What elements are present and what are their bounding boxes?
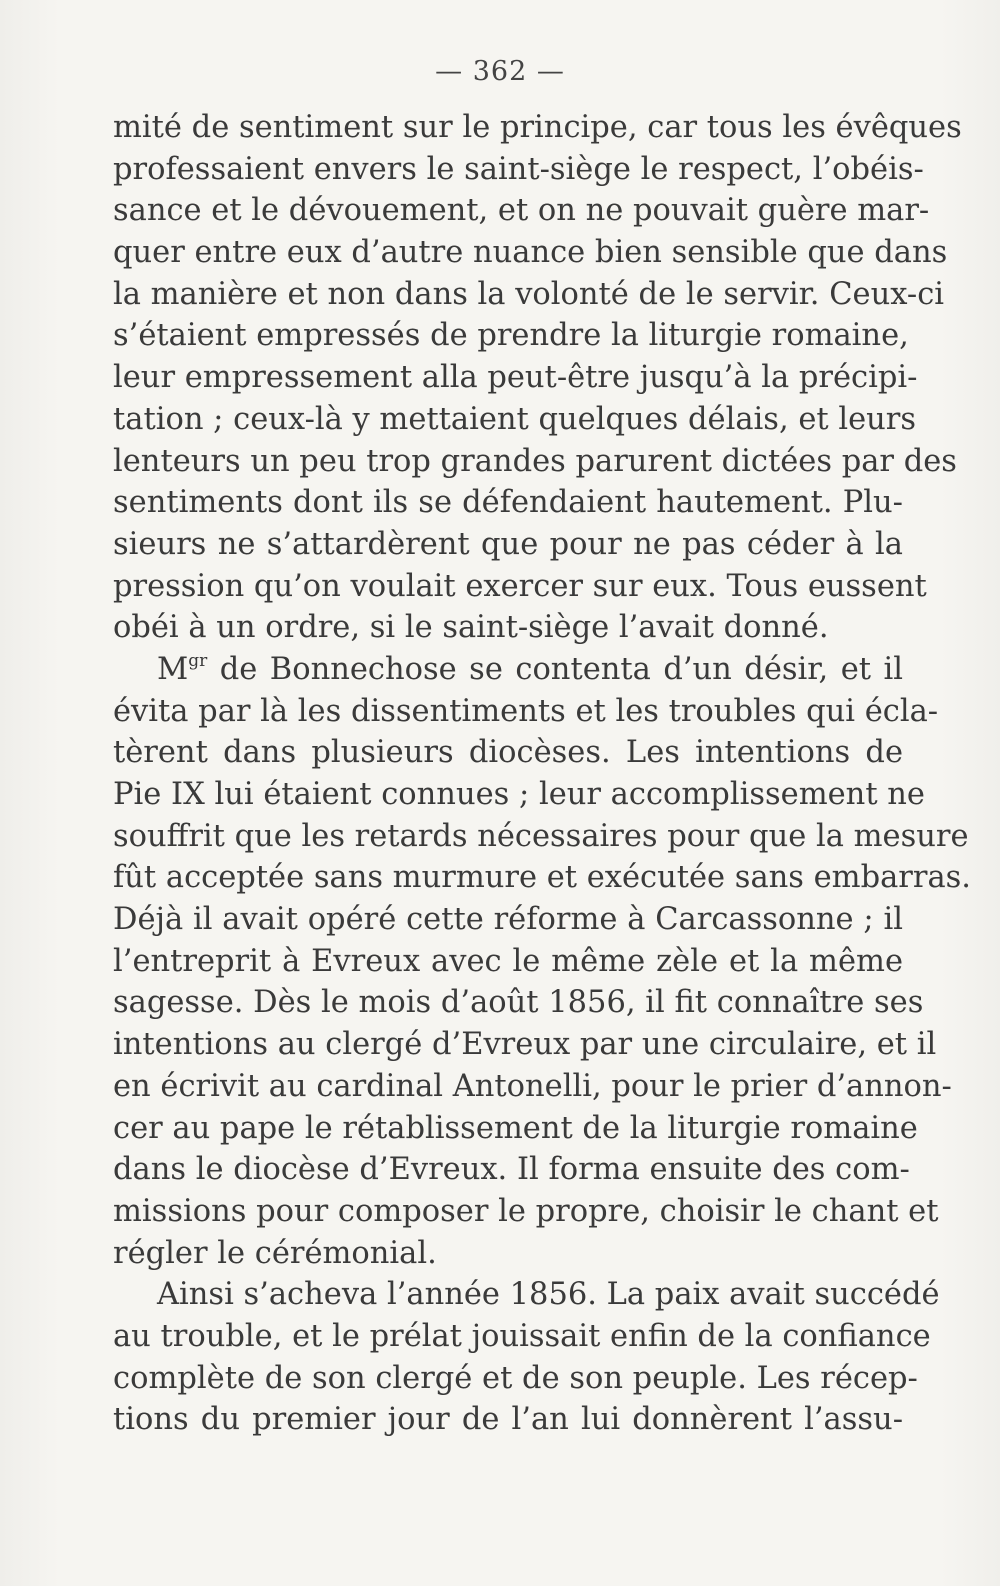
text-line: s’étaient empressés de prendre la liturgie romaine,	[113, 318, 909, 354]
paragraph-first-line-text: de Bonnechose se contenta d’un désir, et il	[207, 651, 903, 687]
text-line: intentions au clergé d’Evreux par une circulaire, et il	[113, 1027, 937, 1063]
text-line: l’entreprit à Evreux avec le même zèle et la même	[113, 943, 903, 979]
text-line: complète de son clergé et de son peuple. Les récep-	[113, 1360, 918, 1396]
text-line: tions du premier jour de l’an lui donnèrent l’assu-	[113, 1402, 903, 1438]
text-line: mité de sentiment sur le principe, car tous les évêques	[113, 110, 962, 145]
text-line: dans le diocèse d’Evreux. Il forma ensuite des com-	[113, 1152, 910, 1188]
page-number: — 362 —	[435, 56, 565, 87]
text-line: tation ; ceux-là y mettaient quelques délais, et leurs	[113, 401, 917, 437]
text-line: Pie IX lui étaient connues ; leur accomplissement ne	[113, 777, 925, 812]
paragraph-first-line	[113, 649, 903, 691]
text-line: sagesse. Dès le mois d’août 1856, il fit connaître ses	[113, 985, 924, 1021]
text-line: la manière et non dans la volonté de le servir. Ceux-ci	[113, 276, 945, 312]
text-line: sieurs ne s’attardèrent que pour ne pas céder à la	[113, 526, 903, 562]
text-line: Déjà il avait opéré cette réforme à Carcassonne ; il	[113, 902, 903, 938]
text-line: tèrent dans plusieurs diocèses. Les intentions de	[113, 735, 903, 771]
text-line: missions pour composer le propre, choisir le chant et	[113, 1193, 939, 1229]
text-line: lenteurs un peu trop grandes parurent dictées par des	[113, 443, 957, 479]
text-line: sance et le dévouement, et on ne pouvait guère mar-	[113, 193, 930, 229]
text-line: en écrivit au cardinal Antonelli, pour le prier d’annon-	[113, 1068, 952, 1104]
page-body	[113, 107, 971, 1441]
text-line: professaient envers le saint-siège le respect, l’obéis-	[113, 151, 924, 187]
text-line: pression qu’on voulait exercer sur eux. Tous eussent	[113, 568, 927, 604]
text-line: quer entre eux d’autre nuance bien sensible que dans	[113, 235, 948, 271]
text-line: leur empressement alla peut-être jusqu’à la précipi-	[113, 360, 918, 396]
text-line: cer au pape le rétablissement de la liturgie romaine	[113, 1110, 918, 1146]
title-abbreviation: M	[157, 651, 189, 687]
text-line: souffrit que les retards nécessaires pour que la mesure	[113, 818, 969, 854]
text-line: régler le cérémonial.	[113, 1235, 437, 1271]
title-superscript: gr	[188, 650, 208, 671]
text-line: fût acceptée sans murmure et exécutée sans embarras.	[113, 860, 971, 896]
paragraph-first-line: Ainsi s’acheva l’année 1856. La paix avait succédé	[157, 1277, 940, 1313]
text-line: au trouble, et le prélat jouissait enfin de la confiance	[113, 1318, 931, 1354]
text-line: sentiments dont ils se défendaient hautement. Plu-	[113, 485, 903, 521]
text-line: évita par là les dissentiments et les troubles qui écla-	[113, 693, 939, 729]
text-line: obéi à un ordre, si le saint-siège l’avait donné.	[113, 610, 829, 646]
